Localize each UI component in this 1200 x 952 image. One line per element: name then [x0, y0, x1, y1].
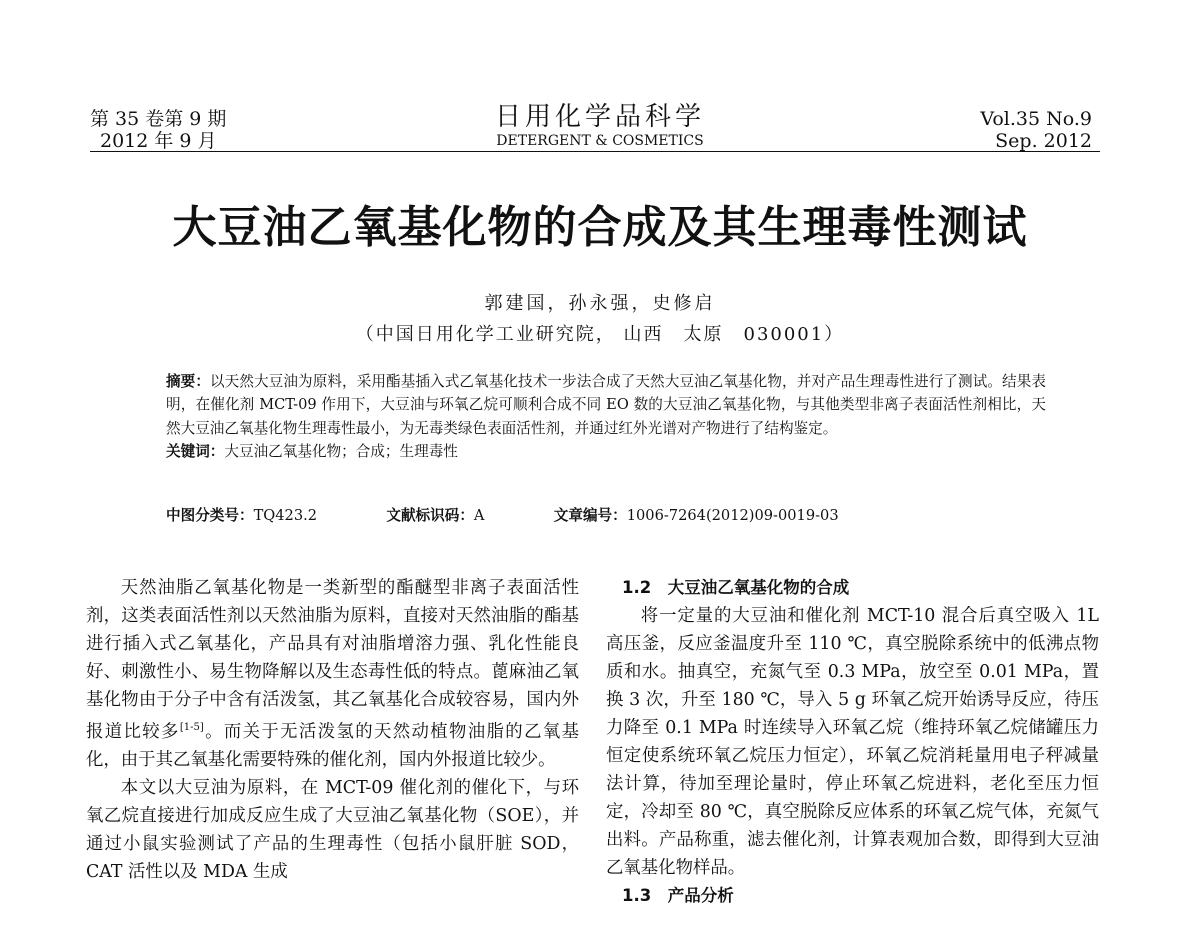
classification-row — [166, 504, 839, 527]
volume-issue: 第 35 卷第 9 期 — [90, 108, 227, 130]
doc-code-label: 文献标识码： — [386, 507, 474, 524]
abstract-label: 摘要： — [166, 373, 211, 390]
keywords-line — [166, 440, 1046, 463]
clc-label: 中图分类号： — [166, 507, 254, 524]
clc-value: TQ423.2 — [253, 507, 318, 524]
volume-issue-en: Vol.35 No.9 — [980, 108, 1092, 130]
keywords-label: 关键词： — [166, 443, 225, 461]
intro-text-b: 。而关于无活泼氢的天然动植物油脂的乙氧基化，由于其乙氧基化需要特殊的催化剂，国内外报道比较少。 — [86, 721, 579, 770]
article-no-label: 文章编号： — [553, 507, 627, 524]
body-right-column — [606, 574, 1099, 910]
citation-ref: [1-5] — [179, 722, 204, 733]
body-left-column — [86, 574, 579, 886]
abstract — [166, 370, 1046, 464]
journal-name-en: DETERGENT & COSMETICS — [496, 133, 704, 149]
section-heading-1-3: 1.3 产品分析 — [622, 886, 734, 905]
doc-code-value: A — [473, 507, 485, 524]
affiliation: （中国日用化学工业研究院， 山西 太原 030001） — [355, 324, 845, 345]
paper-title: 大豆油乙氧基化物的合成及其生理毒性测试 — [172, 202, 1028, 253]
author-list: 郭建国，孙永强，史修启 — [484, 293, 716, 314]
intro-text-a: 天然油脂乙氧基化物是一类新型的酯醚型非离子表面活性剂，这类表面活性剂以天然油脂为原料，直接对天然油脂的酯基进行插入式乙氧基化，产品具有对油脂增溶力强、乳化性能良好、刺激性小、易生物降解以及生态毒性低的特点。蓖麻油乙氧基化物由于分子中含有活泼氢，其乙氧基化合成较容易，国内外报道比较多 — [86, 578, 579, 742]
abstract-text: 以天然大豆油为原料，采用酯基插入式乙氧基化技术一步法合成了天然大豆油乙氧基化物，并对产品生理毒性进行了测试。结果表明，在催化剂 MCT-09 作用下，大豆油与环氧乙烷可顺利合成不同 EO 数的大豆油乙氧基化物，与其他类型非离子表面活性剂相比，天然大豆油乙氧基化物生理毒性最小，为无毒类绿色表面活性剂，并通过红外光谱对产物进行了结构鉴定。 — [166, 373, 1046, 437]
journal-name-cn: 日用化学品科学 — [494, 102, 705, 132]
intro-paragraph-2: 本文以大豆油为原料，在 MCT-09 催化剂的催化下，与环氧乙烷直接进行加成反应生成了大豆油乙氧基化物（SOE），并通过小鼠实验测试了产品的生理毒性（包括小鼠肝脏 SOD，CAT 活性以及 MDA 生成 — [86, 777, 579, 882]
journal-volume-en — [980, 108, 1092, 152]
intro-paragraph-1 — [86, 574, 579, 774]
section-heading-1-2: 1.2 大豆油乙氧基化物的合成 — [622, 578, 850, 597]
header-rule — [90, 151, 1100, 152]
article-no-value: 1006-7264(2012)09-0019-03 — [626, 507, 839, 524]
keywords: 大豆油乙氧基化物；合成；生理毒性 — [224, 443, 458, 461]
publication-date: 2012 年 9 月 — [100, 130, 217, 152]
synthesis-paragraph: 将一定量的大豆油和催化剂 MCT-10 混合后真空吸入 1L 高压釜，反应釜温度升至 110 ℃，真空脱除系统中的低沸点物质和水。抽真空，充氮气至 0.3 MPa，放空至 0.01 MPa，置换 3 次，升至 180 ℃，导入 5 g 环氧乙烷开始诱导反应，待压力降至 0.1 MPa 时连续导入环氧乙烷（维持环氧乙烷储罐压力恒定使系统环氧乙烷压力恒定），环氧乙烷消耗量用电子秤减量法计算，待加至理论量时，停止环氧乙烷进料，老化至压力恒定，冷却至 80 ℃，真空脱除反应体系的环氧乙烷气体，充氮气出料。产品称重，滤去催化剂，计算表观加合数，即得到大豆油乙氧基化物样品。 — [606, 606, 1099, 878]
publication-date-en: Sep. 2012 — [995, 130, 1092, 152]
